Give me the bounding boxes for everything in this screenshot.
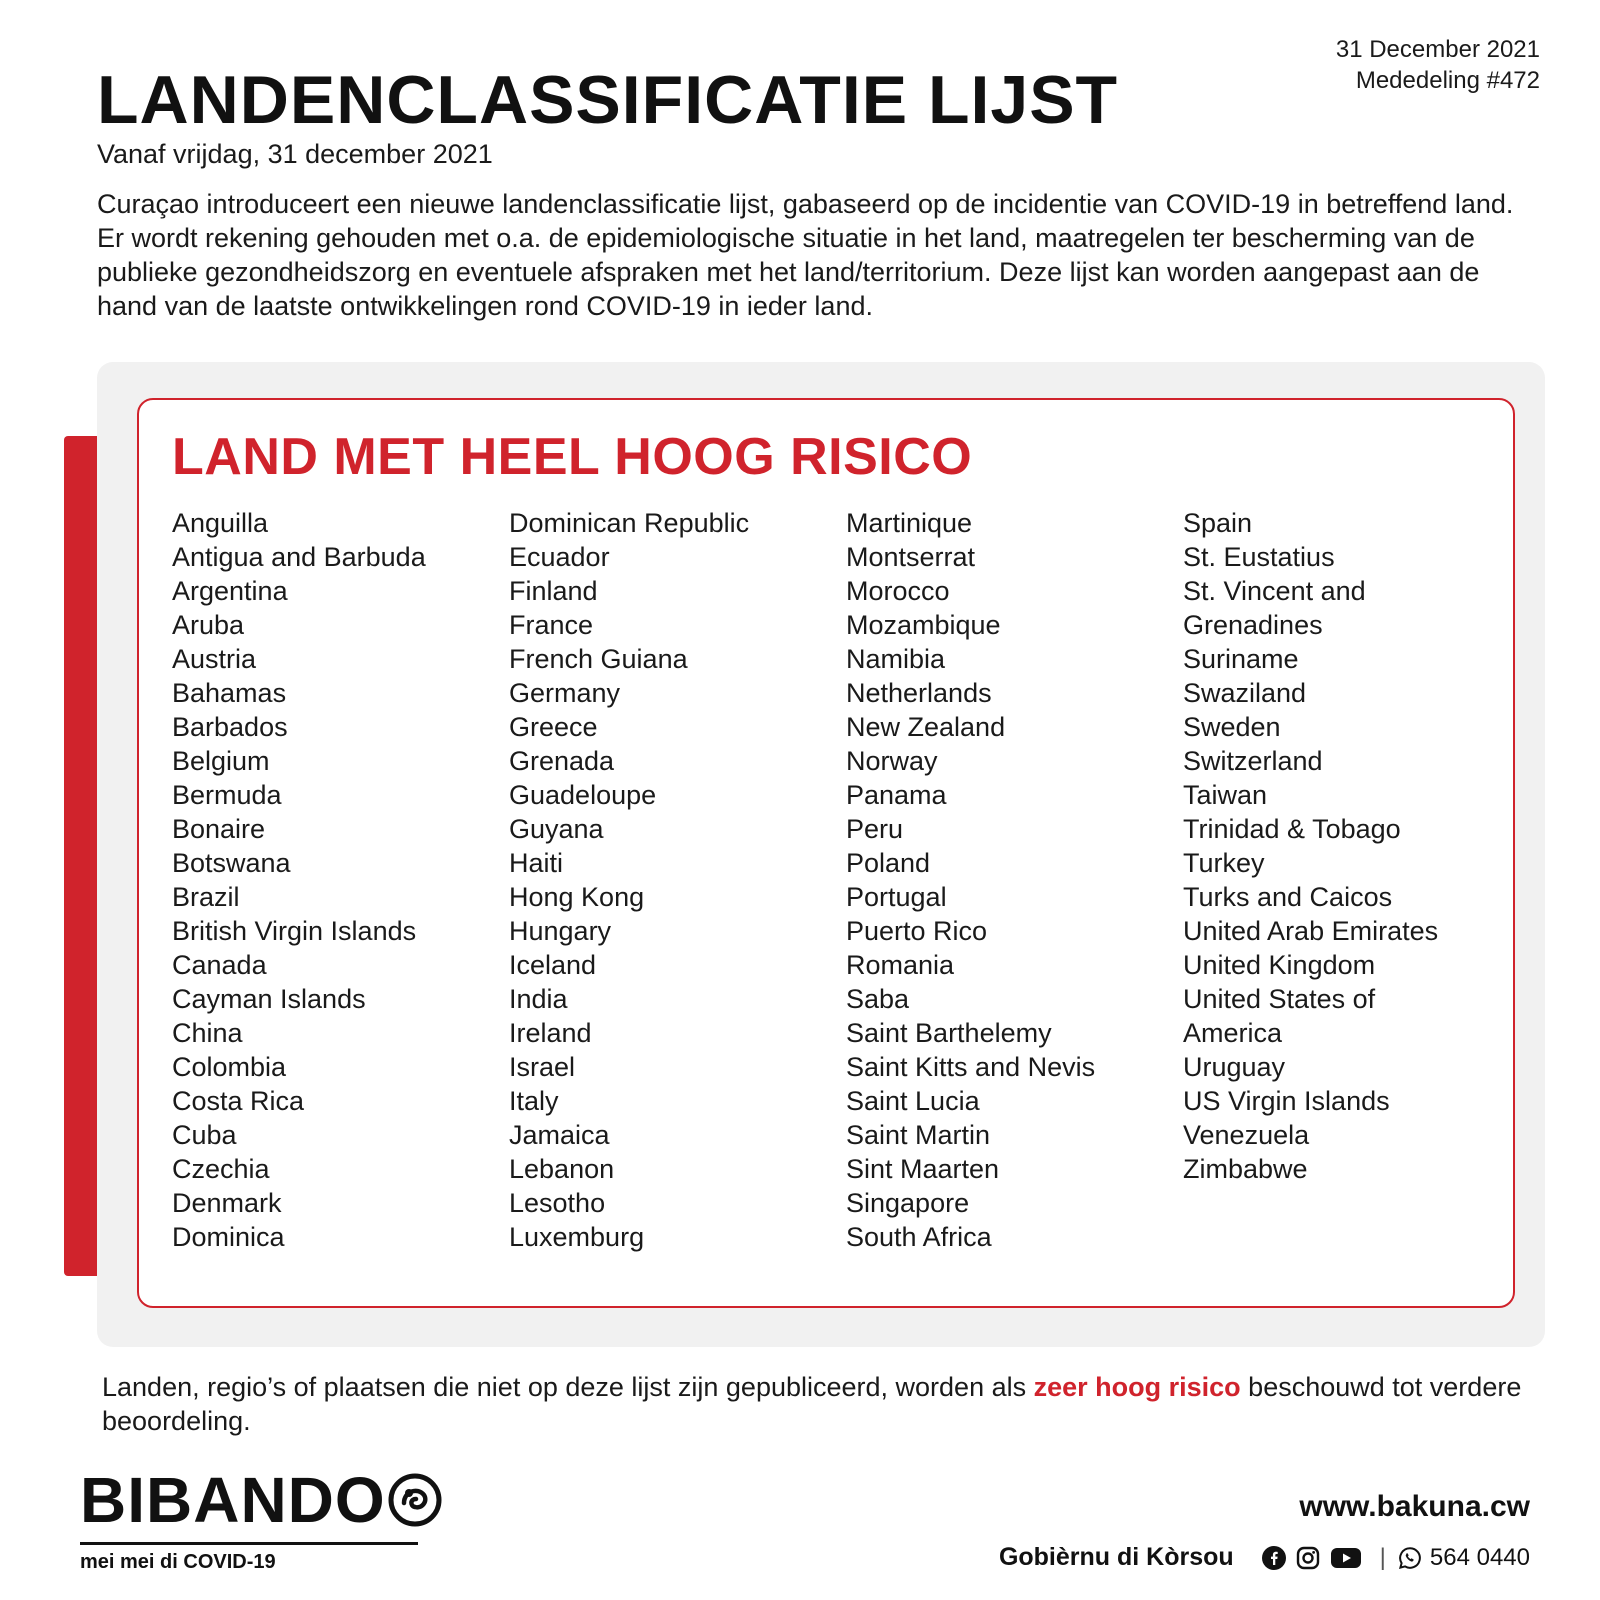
country-item: New Zealand (846, 712, 1006, 742)
country-item: Taiwan (1183, 780, 1268, 810)
contact-row (999, 1543, 1530, 1572)
country-item: Romania (846, 950, 955, 980)
logo-text: BIBANDO (80, 1464, 386, 1536)
country-item: Netherlands (846, 678, 992, 708)
country-item: Trinidad & Tobago (1183, 814, 1401, 844)
logo-mark-icon (388, 1473, 442, 1527)
footer-note-text: Landen, regio’s of plaatsen die niet op deze lijst zijn gepubliceerd, worden als (102, 1372, 1034, 1402)
country-item: Suriname (1183, 644, 1299, 674)
country-item: Canada (172, 950, 267, 980)
country-item: Portugal (846, 882, 947, 912)
country-item: Cuba (172, 1120, 237, 1150)
divider: | (1379, 1543, 1386, 1571)
country-item: Bermuda (172, 780, 282, 810)
country-item: Saint Lucia (846, 1086, 980, 1116)
country-item: Dominican Republic (509, 508, 750, 538)
country-item: Israel (509, 1052, 576, 1082)
notice-meta (1336, 34, 1540, 96)
country-item: Peru (846, 814, 904, 844)
country-item: Namibia (846, 644, 946, 674)
country-item: Haiti (509, 848, 564, 878)
country-item: Panama (846, 780, 947, 810)
country-item: Antigua and Barbuda (172, 542, 426, 572)
country-item: Zimbabwe (1183, 1154, 1308, 1184)
country-item: Ireland (509, 1018, 592, 1048)
country-item: United Kingdom (1183, 950, 1376, 980)
phone-number[interactable]: 564 0440 (1429, 1543, 1530, 1571)
country-item: Guyana (509, 814, 604, 844)
country-columns (172, 506, 1520, 1254)
website-link[interactable]: www.bakuna.cw (1299, 1490, 1530, 1523)
country-item: Lebanon (509, 1154, 615, 1184)
country-item: Jamaica (509, 1120, 610, 1150)
country-item: Puerto Rico (846, 916, 988, 946)
country-item: Brazil (172, 882, 240, 912)
country-item: Saint Barthelemy (846, 1018, 1052, 1048)
country-item: French Guiana (509, 644, 688, 674)
country-item: Sweden (1183, 712, 1281, 742)
country-item: US Virgin Islands (1183, 1086, 1390, 1116)
country-item: Czechia (172, 1154, 270, 1184)
country-item: Bonaire (172, 814, 266, 844)
country-item: Hong Kong (509, 882, 645, 912)
country-item: Turkey (1183, 848, 1265, 878)
country-item: France (509, 610, 594, 640)
country-item: Grenadines (1183, 610, 1323, 640)
country-item: United States of (1183, 984, 1376, 1014)
country-item: Spain (1183, 508, 1253, 538)
youtube-icon[interactable] (1330, 1546, 1362, 1570)
country-item: Lesotho (509, 1188, 606, 1218)
facebook-icon[interactable] (1262, 1546, 1286, 1570)
country-item: Colombia (172, 1052, 287, 1082)
country-column (846, 506, 1183, 1254)
country-item: Greece (509, 712, 598, 742)
country-item: Saint Martin (846, 1120, 991, 1150)
country-item: Montserrat (846, 542, 976, 572)
country-item: Hungary (509, 916, 612, 946)
country-item: Cayman Islands (172, 984, 366, 1014)
country-item: Martinique (846, 508, 973, 538)
whatsapp-icon (1398, 1546, 1422, 1570)
footer-note (102, 1370, 1522, 1438)
country-item: Saint Kitts and Nevis (846, 1052, 1096, 1082)
intro-paragraph: Curaçao introduceert een nieuwe landenclassificatie lijst, gabaseerd op de incidentie van COVID-19 in betreffend land. Er wordt rekening gehouden met o.a. de epidemiologische situatie in het land, maatregelen ter bescherming van de publieke gezondheidszorg en eventuele afspraken met het land/territorium. Deze lijst kan worden aangepast aan de hand van de laatste ontwikkelingen rond COVID-19 in ieder land. (97, 189, 1514, 321)
country-item: Poland (846, 848, 931, 878)
risk-card-heading: LAND MET HEEL HOOG RISICO (172, 428, 973, 486)
country-item: Turks and Caicos (1183, 882, 1393, 912)
page-subtitle: Vanaf vrijdag, 31 december 2021 (97, 139, 493, 169)
country-item: Venezuela (1183, 1120, 1310, 1150)
page-title: LANDENCLASSIFICATIE LIJST (97, 62, 1119, 138)
country-item: Bahamas (172, 678, 287, 708)
country-item: China (172, 1018, 243, 1048)
country-item: Belgium (172, 746, 270, 776)
footer-note-highlight: zeer hoog risico (1033, 1372, 1241, 1402)
country-item: Switzerland (1183, 746, 1323, 776)
country-item: Finland (509, 576, 598, 606)
country-item: St. Eustatius (1183, 542, 1335, 572)
country-item: Swaziland (1183, 678, 1307, 708)
country-item: Barbados (172, 712, 288, 742)
logo-tagline: mei mei di COVID-19 (80, 1551, 276, 1573)
country-item: Costa Rica (172, 1086, 305, 1116)
country-item: Dominica (172, 1222, 285, 1252)
country-item: Argentina (172, 576, 288, 606)
government-name: Gobièrnu di Kòrsou (998, 1543, 1234, 1571)
red-accent-bar (64, 436, 97, 1276)
country-item: Guadeloupe (509, 780, 657, 810)
country-item: Denmark (172, 1188, 282, 1218)
notice-date: 31 December 2021 (1335, 36, 1540, 63)
country-item: Iceland (509, 950, 597, 980)
country-column (1183, 506, 1520, 1254)
country-item: South Africa (846, 1222, 992, 1252)
logo-divider (80, 1542, 418, 1545)
country-item: Mozambique (846, 610, 1001, 640)
risk-card (137, 398, 1515, 1308)
country-item: Botswana (172, 848, 291, 878)
country-item: Grenada (509, 746, 615, 776)
country-item: India (509, 984, 568, 1014)
notice-number: Mededeling #472 (1355, 67, 1540, 94)
country-item: Uruguay (1183, 1052, 1286, 1082)
country-column (172, 506, 509, 1254)
country-item: Aruba (172, 610, 245, 640)
country-item: Sint Maarten (846, 1154, 1000, 1184)
bibando-logo (80, 1464, 442, 1574)
country-item: Austria (172, 644, 257, 674)
country-item: Norway (846, 746, 938, 776)
country-item: Italy (509, 1086, 559, 1116)
instagram-icon[interactable] (1296, 1546, 1320, 1570)
country-item: America (1183, 1018, 1283, 1048)
country-item: Morocco (846, 576, 950, 606)
footer-note-text-end: beschouwd tot verdere beoordeling. (102, 1372, 1522, 1436)
country-column (509, 506, 846, 1254)
country-item: Luxemburg (509, 1222, 645, 1252)
country-item: Anguilla (172, 508, 269, 538)
country-item: Germany (509, 678, 621, 708)
country-item: St. Vincent and (1183, 576, 1366, 606)
country-item: Saba (846, 984, 910, 1014)
country-item: Singapore (846, 1188, 970, 1218)
country-item: Ecuador (509, 542, 610, 572)
country-item: British Virgin Islands (172, 916, 417, 946)
country-item: United Arab Emirates (1183, 916, 1439, 946)
